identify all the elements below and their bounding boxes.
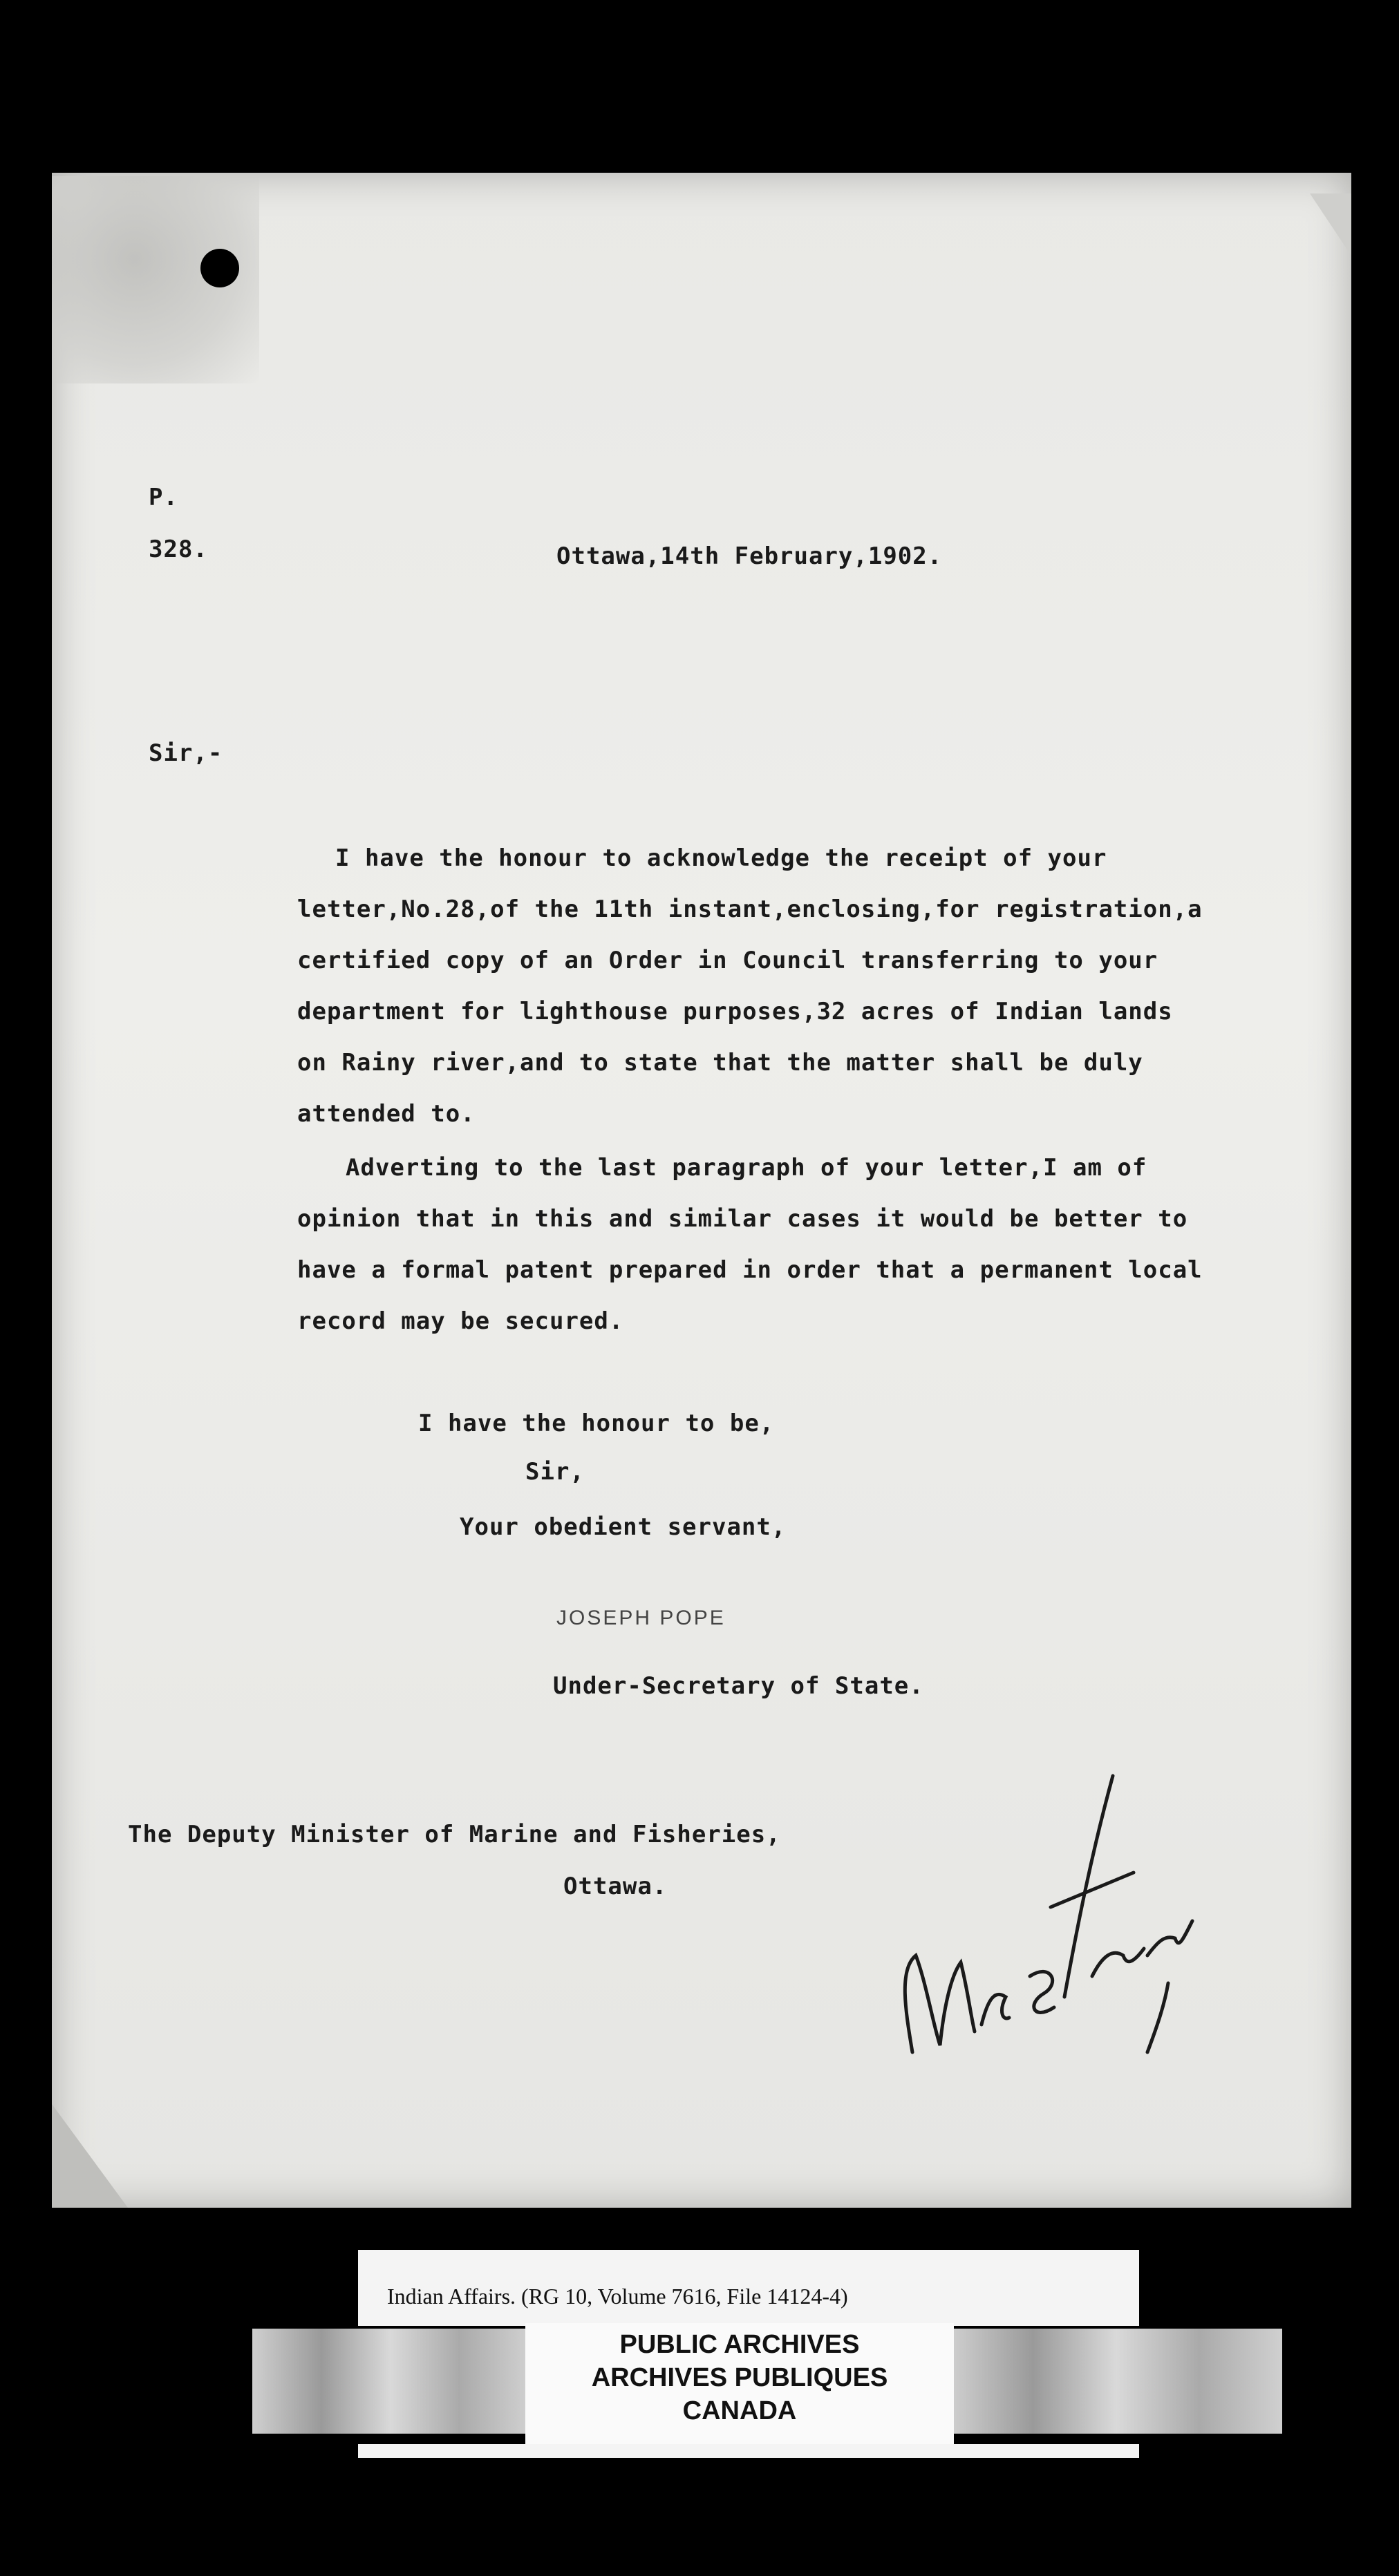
file-ref-line1: P. (149, 484, 178, 511)
closing-line: Your obedient servant, (460, 1513, 787, 1541)
file-ref-line2: 328. (149, 536, 208, 563)
addressee-line2: Ottawa. (563, 1873, 668, 1900)
signature-stamp: JOSEPH POPE (556, 1607, 726, 1629)
punch-hole (200, 249, 239, 287)
paragraph1-line: department for lighthouse purposes,32 acres of Indian lands (297, 998, 1173, 1025)
handwritten-note (885, 1748, 1203, 2073)
folded-corner (1310, 193, 1351, 256)
archive-reference: Indian Affairs. (RG 10, Volume 7616, File 14124-4) (387, 2284, 848, 2309)
tape-strip (950, 2329, 1282, 2434)
paragraph2-line: have a formal patent prepared in order that a permanent local (297, 1256, 1203, 1284)
salutation: Sir,- (149, 739, 223, 767)
tape-strip (252, 2329, 529, 2434)
paragraph1-line: on Rainy river,and to state that the matter shall be duly (297, 1049, 1143, 1077)
paragraph1-line: certified copy of an Order in Council transferring to your (297, 947, 1158, 974)
paragraph2-line: Adverting to the last paragraph of your letter,I am of (346, 1154, 1147, 1182)
addressee-line1: The Deputy Minister of Marine and Fisheries, (128, 1821, 781, 1848)
paragraph1-line: letter,No.28,of the 11th instant,enclosing,for registration,a (297, 896, 1203, 923)
archive-line3: CANADA (682, 2396, 797, 2425)
signatory-title: Under-Secretary of State. (553, 1672, 924, 1700)
archive-line2: ARCHIVES PUBLIQUES (591, 2363, 888, 2392)
paragraph1-line: attended to. (297, 1100, 476, 1128)
label-bottom-strip (358, 2444, 1139, 2458)
paragraph1-line: I have the honour to acknowledge the receipt of your (335, 844, 1107, 872)
paragraph2-line: record may be secured. (297, 1307, 624, 1335)
archive-line1: PUBLIC ARCHIVES (619, 2330, 860, 2359)
closing-line: I have the honour to be, (418, 1410, 775, 1437)
closing-line: Sir, (525, 1458, 585, 1486)
place-date: Ottawa,14th February,1902. (556, 542, 943, 570)
paragraph2-line: opinion that in this and similar cases it would be better to (297, 1205, 1188, 1233)
folded-corner (52, 2104, 128, 2208)
